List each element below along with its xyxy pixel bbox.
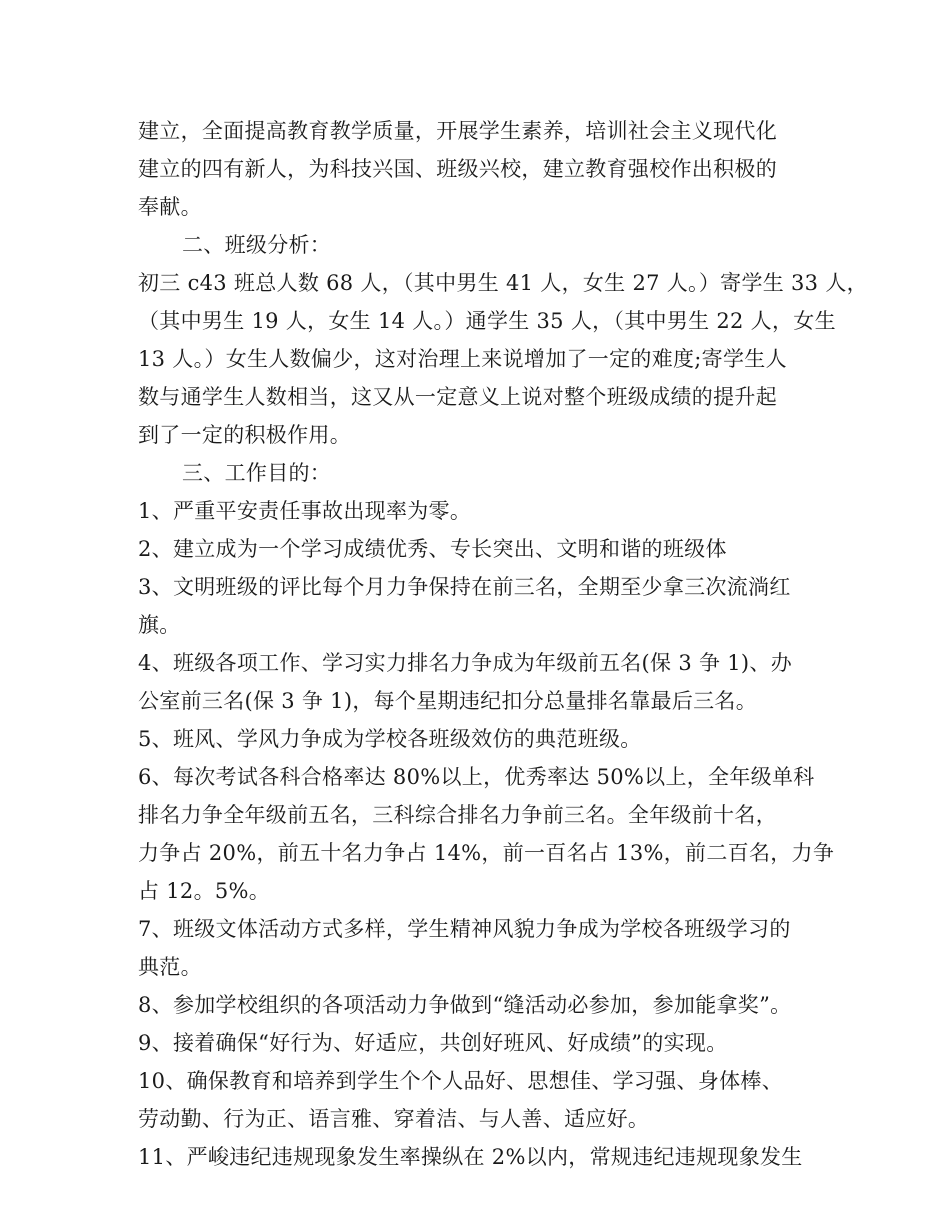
document-body (138, 112, 868, 1176)
list-item-continuation: 占 12。5%。 (138, 879, 271, 903)
section-heading-class-analysis: 二、班级分析： (182, 233, 332, 257)
list-item: 4、班级各项工作、学习实力排名力争成为年级前五名(保 3 争 1)、办 (138, 651, 792, 675)
list-item-continuation: 旗。 (138, 613, 181, 637)
list-item: 5、班风、学风力争成为学校各班级效仿的典范班级。 (138, 727, 642, 751)
list-item-continuation: 劳动勤、行为正、语言雅、穿着洁、与人善、适应好。 (138, 1107, 650, 1131)
paragraph-line: 初三 c43 班总人数 68 人，（其中男生 41 人，女生 27 人。）寄学生 33 人， (138, 271, 868, 295)
section-heading-work-goals: 三、工作目的： (182, 461, 332, 485)
paragraph-line: 建立，全面提高教育教学质量，开展学生素养，培训社会主义现代化 (138, 119, 777, 143)
list-item: 6、每次考试各科合格率达 80%以上，优秀率达 50%以上，全年级单科 (138, 765, 815, 789)
list-item: 1、严重平安责任事故出现率为零。 (138, 499, 472, 523)
paragraph-line: 到了一定的积极作用。 (138, 423, 351, 447)
list-item: 7、班级文体活动方式多样，学生精神风貌力争成为学校各班级学习的 (138, 917, 791, 941)
list-item: 11、严峻违纪违规现象发生率操纵在 2%以内，常规违纪违规现象发生 (138, 1145, 803, 1169)
paragraph-line: 建立的四有新人，为科技兴国、班级兴校，建立教育强校作出积极的 (138, 157, 777, 181)
list-item-continuation: 力争占 20%，前五十名力争占 14%，前一百名占 13%，前二百名，力争 (138, 841, 835, 865)
list-item: 3、文明班级的评比每个月力争保持在前三名，全期至少拿三次流淌红 (138, 575, 791, 599)
list-item: 2、建立成为一个学习成绩优秀、专长突出、文明和谐的班级体 (138, 537, 727, 561)
list-item: 9、接着确保“好行为、好适应，共创好班风、好成绩”的实现。 (138, 1031, 728, 1055)
paragraph-line: 数与通学生人数相当，这又从一定意义上说对整个班级成绩的提升起 (138, 385, 777, 409)
list-item-continuation: 公室前三名(保 3 争 1)，每个星期违纪扣分总量排名靠最后三名。 (138, 689, 758, 713)
paragraph-line: （其中男生 19 人，女生 14 人。）通学生 35 人，（其中男生 22 人，女生 (138, 309, 836, 333)
list-item: 8、参加学校组织的各项活动力争做到“缝活动必参加，参加能拿奖”。 (138, 993, 792, 1017)
list-item: 10、确保教育和培养到学生个个人品好、思想佳、学习强、身体棒、 (138, 1069, 784, 1093)
paragraph-line: 13 人。）女生人数偏少，这对治理上来说增加了一定的难度;寄学生人 (138, 347, 787, 371)
paragraph-line: 奉献。 (138, 195, 202, 219)
list-item-continuation: 排名力争全年级前五名，三科综合排名力争前三名。全年级前十名， (138, 803, 777, 827)
list-item-continuation: 典范。 (138, 955, 202, 979)
